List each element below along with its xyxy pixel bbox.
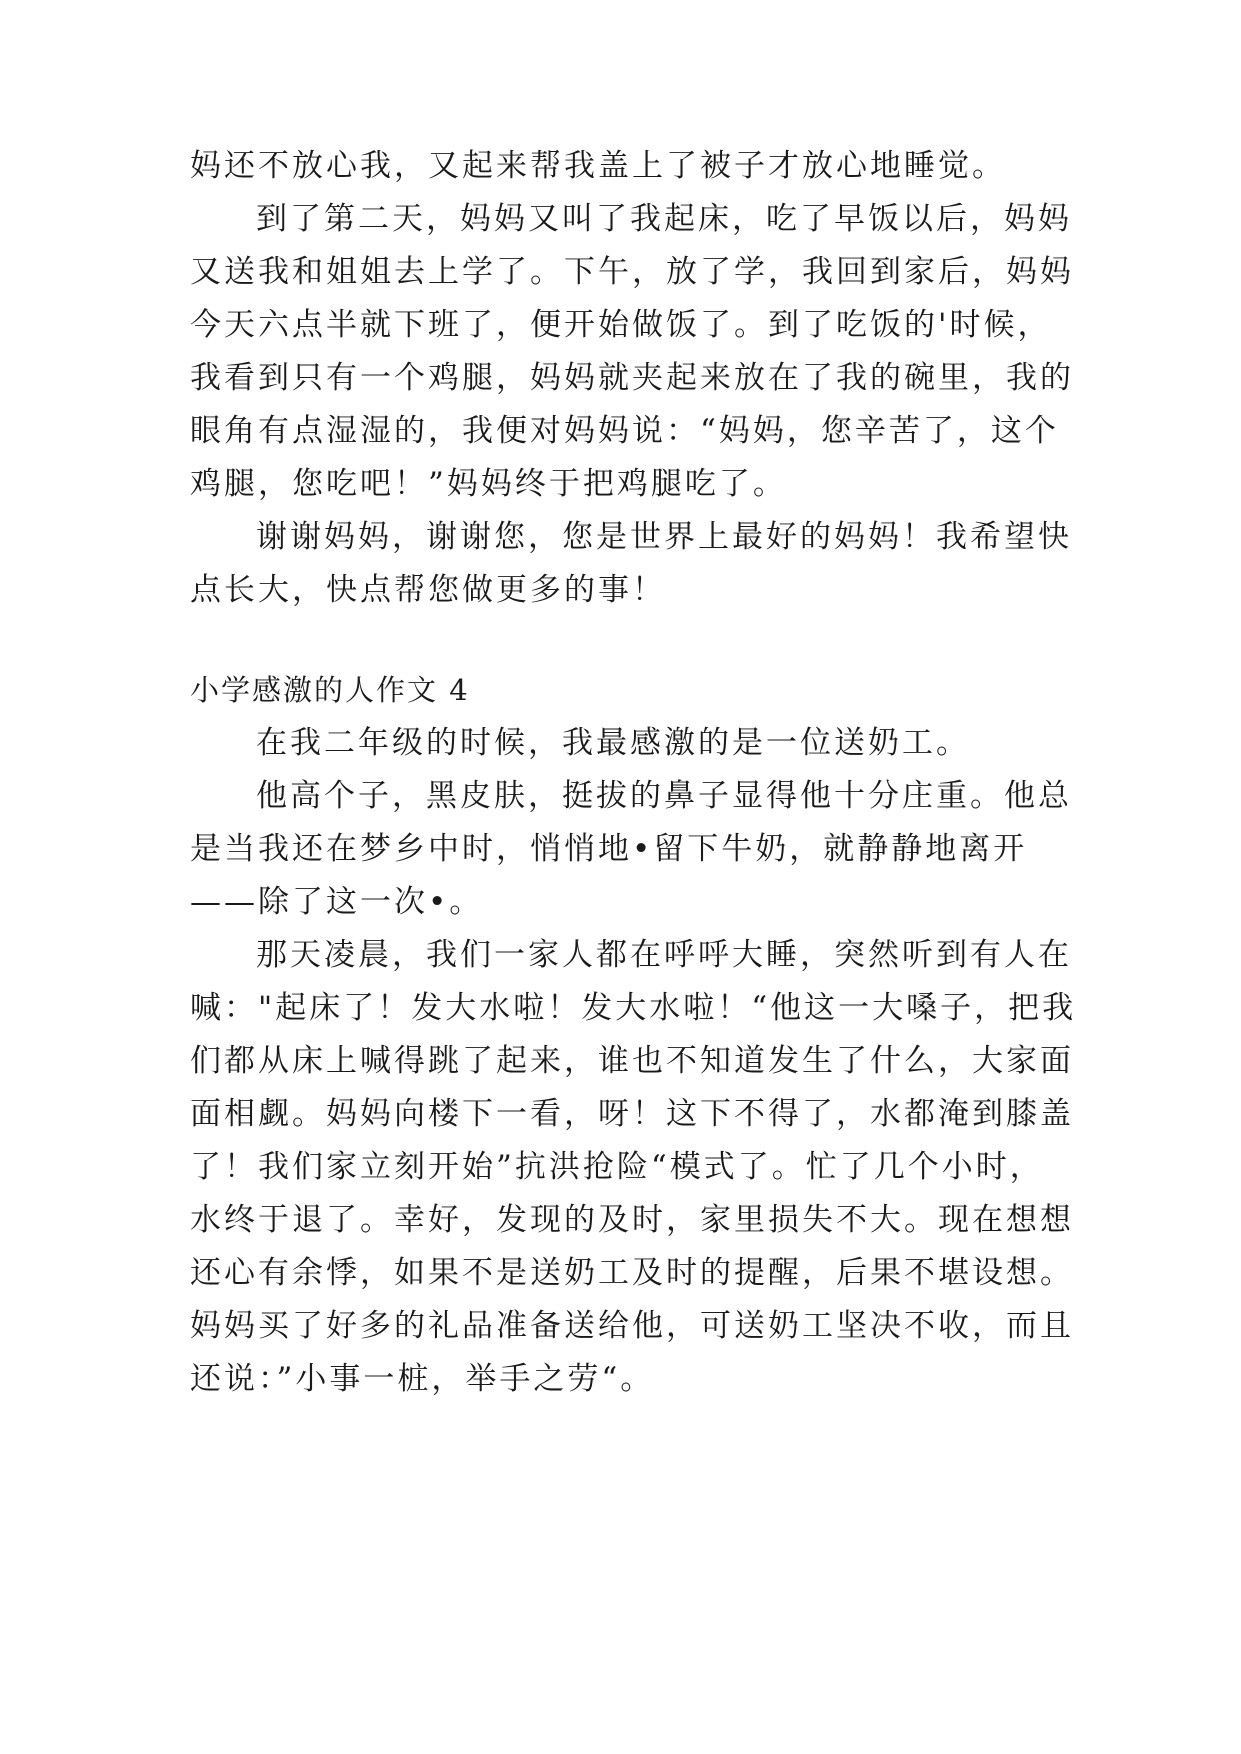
text-line: 妈还不放心我，又起来帮我盖上了被子才放心地睡觉。 (190, 148, 1006, 184)
text-line: 是当我还在梦乡中时，悄悄地•留下牛奶，就静静地离开 (190, 831, 1028, 867)
text-line: 了！我们家立刻开始”抗洪抢险“模式了。忙了几个小时， (190, 1149, 1044, 1185)
paragraph-start: 他高个子，黑皮肤，挺拔的鼻子显得他十分庄重。他总 (256, 778, 1072, 814)
text-line: ——除了这一次•。 (190, 884, 484, 920)
text-line: 我看到只有一个鸡腿，妈妈就夹起来放在了我的碗里，我的 (190, 360, 1074, 396)
paragraph-start: 那天凌晨，我们一家人都在呼呼大睡，突然听到有人在 (256, 937, 1072, 973)
paragraph-start: 谢谢妈妈，谢谢您，您是世界上最好的妈妈！我希望快 (256, 519, 1072, 555)
section-heading: 小学感激的人作文 4 (190, 673, 470, 707)
text-line: 点长大，快点帮您做更多的事！ (190, 572, 666, 608)
text-line: 眼角有点湿湿的，我便对妈妈说：“妈妈，您辛苦了，这个 (190, 413, 1059, 449)
text-line: 还说：”小事一桩，举手之劳“。 (190, 1361, 655, 1397)
text-line: 妈妈买了好多的礼品准备送给他，可送奶工坚决不收，而且 (190, 1308, 1074, 1344)
text-line: 鸡腿，您吃吧！”妈妈终于把鸡腿吃了。 (190, 466, 787, 502)
text-line: 今天六点半就下班了，便开始做饭了。到了吃饭的'时候， (190, 307, 1052, 343)
paragraph-start: 在我二年级的时候，我最感激的是一位送奶工。 (256, 725, 970, 761)
text-line: 水终于退了。幸好，发现的及时，家里损失不大。现在想想 (190, 1202, 1074, 1238)
text-line: 喊："起床了！发大水啦！发大水啦！“他这一大嗓子，把我 (190, 990, 1077, 1026)
text-line: 还心有余悸，如果不是送奶工及时的提醒，后果不堪设想。 (190, 1255, 1074, 1291)
text-line: 们都从床上喊得跳了起来，谁也不知道发生了什么，大家面 (190, 1043, 1074, 1079)
text-line: 又送我和姐姐去上学了。下午，放了学，我回到家后，妈妈 (190, 254, 1074, 290)
paragraph-start: 到了第二天，妈妈又叫了我起床，吃了早饭以后，妈妈 (256, 201, 1072, 237)
text-line: 面相觑。妈妈向楼下一看，呀！这下不得了，水都淹到膝盖 (190, 1096, 1074, 1132)
